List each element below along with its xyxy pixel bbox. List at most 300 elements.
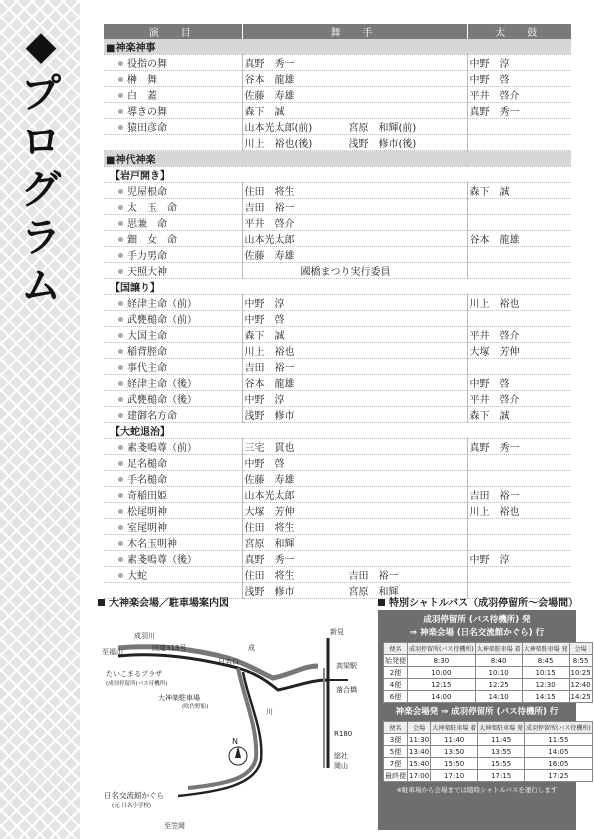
shuttle-note: ※駐車場から会場までは随時シャトルバスを運行します (396, 786, 558, 794)
subsection-row (104, 279, 571, 295)
shuttle-box (378, 610, 591, 830)
program-cell (104, 87, 242, 103)
program-cell (104, 199, 242, 215)
parking-label: 大神楽駐車場 (158, 694, 200, 702)
bullet-icon (118, 189, 123, 194)
program-cell (104, 567, 242, 583)
timetable-row (384, 667, 593, 679)
drum-cell (467, 215, 571, 231)
dancer-name: 中野 啓 (244, 315, 285, 327)
timetable-cell: 10:25 (570, 668, 591, 677)
subsection-row (104, 423, 571, 439)
bullet-icon (118, 365, 123, 370)
section-row (104, 151, 571, 167)
timetable-cell: 7便 (384, 758, 408, 770)
dancer-name: 三宅 貫也 (244, 443, 295, 455)
dancer-cell (242, 183, 467, 199)
drum-cell (467, 471, 571, 487)
program-row (104, 119, 571, 135)
program-row (104, 87, 571, 103)
program-name: 太 玉 命 (127, 203, 177, 215)
bullet-icon (118, 477, 123, 482)
dancer-name: 浅野 修市(後) (348, 139, 417, 151)
return-timetable (383, 721, 593, 782)
drum-cell: 森下 誠 (467, 183, 571, 199)
timetable-row (384, 691, 593, 703)
program-name: 奇稲田姫 (127, 491, 167, 503)
program-name: 経津主命（前） (127, 299, 197, 311)
bullet-icon (118, 253, 123, 258)
dancer-cell (242, 71, 467, 87)
program-row (104, 551, 571, 567)
bullet-icon (118, 269, 123, 274)
map-title: 大神楽会場／駐車場案内図 (98, 594, 368, 609)
drum-cell (467, 535, 571, 551)
dancer-name: 佐藤 寿雄 (244, 251, 295, 263)
timetable-cell: 11:40 (431, 734, 478, 746)
header-drum: 太 鼓 (467, 24, 571, 39)
timetable-cell: 10:10 (475, 667, 522, 679)
program-name: 素戔嗚尊（後） (127, 555, 197, 567)
program-cell (104, 103, 242, 119)
drum-cell (467, 199, 571, 215)
program-row (104, 247, 571, 263)
dancer-name: 住田 将生 (244, 571, 295, 583)
plaza-label: たいこまるプラザ (106, 670, 162, 678)
venue-sublabel: (元 日名小学校) (112, 803, 152, 809)
drum-cell (467, 359, 571, 375)
drum-cell: 谷本 龍雄 (467, 231, 571, 247)
dancer-name: 真野 秀一 (244, 555, 295, 567)
program-name: 鈿 女 命 (127, 235, 177, 247)
dancer-cell (242, 199, 467, 215)
program-cell (104, 471, 242, 487)
direction-label: 至福山 (102, 648, 123, 656)
program-name: 建御名方命 (127, 411, 177, 423)
dancer-name: 谷本 龍雄 (244, 75, 295, 87)
dancer-cell (242, 519, 467, 535)
program-cell (104, 247, 242, 263)
drum-cell: 真野 秀一 (467, 103, 571, 119)
timetable-cell: 12:25 (475, 679, 522, 691)
drum-cell: 平井 啓介 (467, 327, 571, 343)
t1-title-a: 成羽停留所 (バス待機所) 発 (423, 615, 531, 625)
bullet-icon (118, 413, 123, 418)
program-row (104, 535, 571, 551)
dancer-name: 宮原 和輝 (244, 539, 295, 551)
dancer-cell (242, 135, 467, 151)
direction-label: 至笠岡 (164, 822, 185, 830)
dancer-name: 川上 裕也(後) (244, 139, 313, 151)
timetable-cell: 13:50 (431, 746, 478, 758)
bullet-icon (118, 61, 123, 66)
program-cell (104, 295, 242, 311)
subsection-row (104, 167, 571, 183)
bullet-icon (118, 445, 123, 450)
program-row (104, 519, 571, 535)
program-cell (104, 183, 242, 199)
program-row (104, 103, 571, 119)
dancer-cell (242, 327, 467, 343)
section-title: ■神代神楽 (104, 151, 571, 167)
bullet-icon (118, 125, 123, 130)
drum-cell: 中野 啓 (467, 375, 571, 391)
program-row (104, 375, 571, 391)
dancer-name: 宮原 和輝 (348, 587, 399, 599)
timetable-cell: 始発便 (385, 656, 406, 665)
timetable-cell: 12:30 (522, 679, 569, 691)
station-label: 高梁駅 (336, 662, 357, 670)
dancer-cell (242, 55, 467, 71)
drum-cell: 吉田 裕一 (467, 487, 571, 503)
timetable-cell: 17:00 (409, 771, 430, 780)
road-label: 国道313号 (152, 644, 187, 652)
title-char: プ (21, 71, 61, 117)
program-name: 武甕槌命（前） (127, 315, 197, 327)
program-name: 大国主命 (127, 331, 167, 343)
program-cell (104, 311, 242, 327)
dancer-cell (242, 263, 467, 279)
program-row (104, 391, 571, 407)
drum-cell: 中野 淳 (467, 551, 571, 567)
timetable-header: 会場 (569, 643, 592, 655)
timetable-header: 便名 (384, 722, 408, 734)
program-row (104, 231, 571, 247)
program-cell (104, 487, 242, 503)
program-name: 木名玉明神 (127, 539, 177, 551)
drum-cell: 中野 淳 (467, 55, 571, 71)
timetable-row (384, 758, 593, 770)
program-cell (104, 231, 242, 247)
bullet-icon (118, 301, 123, 306)
bullet-icon (118, 525, 123, 530)
dancer-cell (242, 487, 467, 503)
timetable-row (384, 734, 593, 746)
program-row (104, 439, 571, 455)
program-row (104, 407, 571, 423)
dancer-name: 住田 将生 (244, 187, 295, 199)
dancer-name: 山本光太郎 (244, 235, 295, 247)
dancer-name: 吉田 裕一 (244, 363, 295, 375)
timetable-cell: 4便 (384, 679, 408, 691)
program-name: 白 蓋 (127, 91, 157, 103)
program-table (104, 24, 571, 599)
dancer-name: 中野 淳 (244, 395, 285, 407)
dancer-cell (242, 455, 467, 471)
drum-cell: 中野 啓 (467, 71, 571, 87)
dancer-name: 大塚 芳伸 (244, 507, 295, 519)
drum-cell: 平井 啓介 (467, 87, 571, 103)
drum-cell (467, 455, 571, 471)
timetable-cell: 3便 (384, 734, 408, 746)
dancer-cell (242, 311, 467, 327)
program-name: 事代主命 (127, 363, 167, 375)
program-row (104, 55, 571, 71)
dancer-cell (242, 567, 467, 583)
timetable-row (384, 679, 593, 691)
timetable-cell: 14:05 (525, 746, 593, 758)
timetable-header: 大神楽駐車場 着 (431, 722, 478, 734)
shuttle-section (378, 594, 591, 834)
program-cell (104, 343, 242, 359)
title-char: ロ (21, 119, 61, 165)
dancer-cell (242, 119, 467, 135)
timetable-header: 成羽停留所(バス待機所) (408, 643, 476, 655)
program-cell (104, 391, 242, 407)
timetable-cell: 15:50 (431, 758, 478, 770)
dancer-name: 浅野 修市 (244, 411, 295, 423)
dancer-name: 吉田 裕一 (244, 203, 295, 215)
direction-label: 新見 (330, 628, 344, 636)
program-name: 素戔嗚尊（前） (127, 443, 197, 455)
shuttle-title: 特別シャトルバス（成羽停留所～会場間） (378, 594, 576, 609)
program-row (104, 135, 571, 151)
section-title: 【国譲り】 (104, 279, 571, 295)
title-char: グ (21, 167, 61, 213)
dancer-name: 國橋まつり実行委員 (300, 267, 391, 279)
title-char: ム (21, 263, 61, 309)
timetable-cell: 14:25 (570, 692, 591, 701)
river-label: 成羽川 (134, 632, 155, 640)
timetable-cell: 11:55 (525, 734, 593, 746)
t2-title: 神楽会場発 ⇒ 成羽停留所 (バス待機所) 行 (395, 707, 559, 717)
dancer-name: 浅野 修市 (244, 587, 295, 599)
program-row (104, 503, 571, 519)
prefectural-road (178, 672, 261, 796)
bullet-icon (118, 205, 123, 210)
timetable-header: 会場 (408, 722, 431, 734)
bullet-icon (118, 333, 123, 338)
dancer-cell (242, 439, 467, 455)
dancer-name: 山本光太郎 (244, 491, 295, 503)
bullet-icon (118, 77, 123, 82)
program-title (17, 22, 65, 310)
drum-cell: 大塚 芳伸 (467, 343, 571, 359)
timetable-row (384, 770, 593, 782)
drum-cell: 川上 裕也 (467, 295, 571, 311)
dancer-name: 住田 将生 (244, 523, 295, 535)
timetable-cell: 14:10 (475, 691, 522, 703)
program-cell (104, 215, 242, 231)
dancer-name: 森下 誠 (244, 331, 285, 343)
timetable-cell: 17:25 (525, 770, 593, 782)
direction-label: 総社 (334, 752, 348, 760)
timetable-cell: 16:05 (525, 758, 593, 770)
program-name: 経津主命（後） (127, 379, 197, 391)
dancer-name: 平井 啓介 (244, 219, 295, 231)
timetable-cell: 11:45 (478, 734, 525, 746)
timetable-cell: 5便 (384, 746, 408, 758)
dancer-cell (242, 551, 467, 567)
parking-sublabel: (吹佐野船) (182, 704, 209, 710)
drum-cell: 平井 啓介 (467, 391, 571, 407)
dancer-name: 谷本 龍雄 (244, 379, 295, 391)
drum-cell (467, 519, 571, 535)
north-arrow-icon (235, 746, 241, 758)
bullet-icon (118, 317, 123, 322)
timetable-cell: 12:40 (570, 680, 591, 689)
diamond-icon: ◆ (25, 23, 57, 69)
dancer-name: 佐藤 寿雄 (244, 91, 295, 103)
drum-cell: 川上 裕也 (467, 503, 571, 519)
dancer-cell (242, 231, 467, 247)
dancer-name: 中野 啓 (244, 459, 285, 471)
bullet-icon (118, 237, 123, 242)
program-row (104, 343, 571, 359)
timetable-cell: 14:00 (408, 691, 476, 703)
dancer-name: 宮原 和輝(前) (348, 123, 417, 135)
river-label: 川 (266, 708, 273, 716)
program-name: 手名槌命 (127, 475, 167, 487)
timetable-cell: 6便 (384, 691, 408, 703)
dancer-cell (242, 359, 467, 375)
section-row (104, 39, 571, 55)
dancer-name: 佐藤 寿雄 (244, 475, 295, 487)
drum-cell (467, 247, 571, 263)
dancer-cell (242, 503, 467, 519)
program-name: 天照大神 (127, 267, 167, 279)
program-name: 役指の舞 (127, 59, 167, 71)
dancer-cell (242, 407, 467, 423)
program-cell (104, 439, 242, 455)
timetable-row (384, 655, 593, 667)
timetable-header: 大神楽駐車場 着 (475, 643, 522, 655)
drum-cell (467, 567, 571, 583)
timetable-cell: 8:45 (522, 655, 569, 667)
timetable-cell: 17:15 (478, 770, 525, 782)
program-cell (104, 263, 242, 279)
venue-label: 日名交流館かぐら (104, 791, 164, 800)
timetable-cell: 10:15 (522, 667, 569, 679)
drum-cell (467, 119, 571, 135)
program-row (104, 567, 571, 583)
section-title: ■神楽神事 (104, 39, 571, 55)
timetable-row (384, 746, 593, 758)
river-label: 成 (248, 644, 255, 652)
timetable-cell: 8:40 (475, 655, 522, 667)
timetable-header: 便名 (384, 643, 408, 655)
dancer-cell (242, 471, 467, 487)
program-name: 導きの舞 (127, 107, 167, 119)
section-title: 【大蛇退治】 (104, 423, 571, 439)
header-program: 演 目 (104, 24, 242, 39)
program-name: 大蛇 (127, 571, 147, 583)
program-cell (104, 535, 242, 551)
program-cell (104, 375, 242, 391)
drum-cell: 森下 誠 (467, 407, 571, 423)
dancer-cell (242, 535, 467, 551)
bullet-icon (118, 109, 123, 114)
map-section (98, 594, 368, 834)
program-row (104, 215, 571, 231)
program-cell (104, 119, 242, 135)
program-cell (104, 327, 242, 343)
program-cell (104, 519, 242, 535)
drum-cell (467, 311, 571, 327)
program-row (104, 295, 571, 311)
program-row (104, 471, 571, 487)
bullet-icon (118, 493, 123, 498)
bullet-icon (118, 509, 123, 514)
header-dancer: 舞 手 (242, 24, 467, 39)
t1-title-b: ⇒ 神楽会場 (日名交流館かぐら) 行 (409, 628, 545, 638)
dancer-cell (242, 375, 467, 391)
bullet-icon (118, 573, 123, 578)
dancer-name: 真野 秀一 (244, 59, 295, 71)
program-name: 稲背脛命 (127, 347, 167, 359)
program-name: 児屋根命 (127, 187, 167, 199)
dancer-name: 川上 裕也 (244, 347, 295, 359)
dancer-cell (242, 247, 467, 263)
program-name: 松尾明神 (127, 507, 167, 519)
timetable-header: 成羽停留所(バス待機所) (525, 722, 593, 734)
timetable-cell: 12:15 (408, 679, 476, 691)
dancer-name: 中野 淳 (244, 299, 285, 311)
timetable-header: 大神楽駐車場 発 (478, 722, 525, 734)
program-name: 思兼 命 (127, 219, 167, 231)
dancer-name: 吉田 裕一 (348, 571, 399, 583)
access-map (98, 608, 368, 833)
timetable-cell: 17:10 (431, 770, 478, 782)
dancer-cell (242, 343, 467, 359)
program-name: 榊 舞 (127, 75, 157, 87)
bullet-icon (118, 93, 123, 98)
drum-cell (467, 263, 571, 279)
bullet-icon (118, 381, 123, 386)
program-name: 室尾明神 (127, 523, 167, 535)
program-row (104, 359, 571, 375)
timetable-cell: 13:40 (409, 747, 430, 756)
timetable-cell: 8:55 (569, 655, 592, 667)
direction-label: 岡山 (334, 762, 348, 770)
program-cell (104, 359, 242, 375)
timetable-cell: 最終便 (385, 771, 406, 780)
timetable-cell: 11:30 (409, 735, 430, 744)
program-cell (104, 503, 242, 519)
program-cell (104, 407, 242, 423)
title-char: ラ (21, 215, 61, 261)
program-name: 猿田彦命 (127, 123, 167, 135)
outbound-timetable (383, 642, 593, 703)
program-cell (104, 55, 242, 71)
timetable-cell: 15:40 (409, 759, 430, 768)
timetable-cell: 15:55 (478, 758, 525, 770)
dancer-name: 森下 誠 (244, 107, 285, 119)
program-row (104, 183, 571, 199)
sidebar-pattern (0, 0, 80, 839)
timetable-cell: 10:00 (408, 667, 476, 679)
section-title: 【岩戸開き】 (104, 167, 571, 183)
bullet-icon (118, 397, 123, 402)
program-name: 手力男命 (127, 251, 167, 263)
program-row (104, 487, 571, 503)
bullet-icon (118, 349, 123, 354)
dancer-cell (242, 391, 467, 407)
program-row (104, 71, 571, 87)
north-label: N (232, 737, 238, 746)
bullet-icon (118, 221, 123, 226)
bullet-icon (118, 461, 123, 466)
route-label: R180 (334, 730, 353, 738)
program-cell (104, 135, 242, 151)
program-cell (104, 551, 242, 567)
place-label: 日名口 (218, 658, 239, 666)
timetable-header: 大神楽駐車場 発 (522, 643, 569, 655)
dancer-name: 山本光太郎(前) (244, 123, 313, 135)
plaza-sublabel: (成羽停留所(バス待機所) (106, 681, 168, 687)
program-cell (104, 455, 242, 471)
dancer-cell (242, 215, 467, 231)
